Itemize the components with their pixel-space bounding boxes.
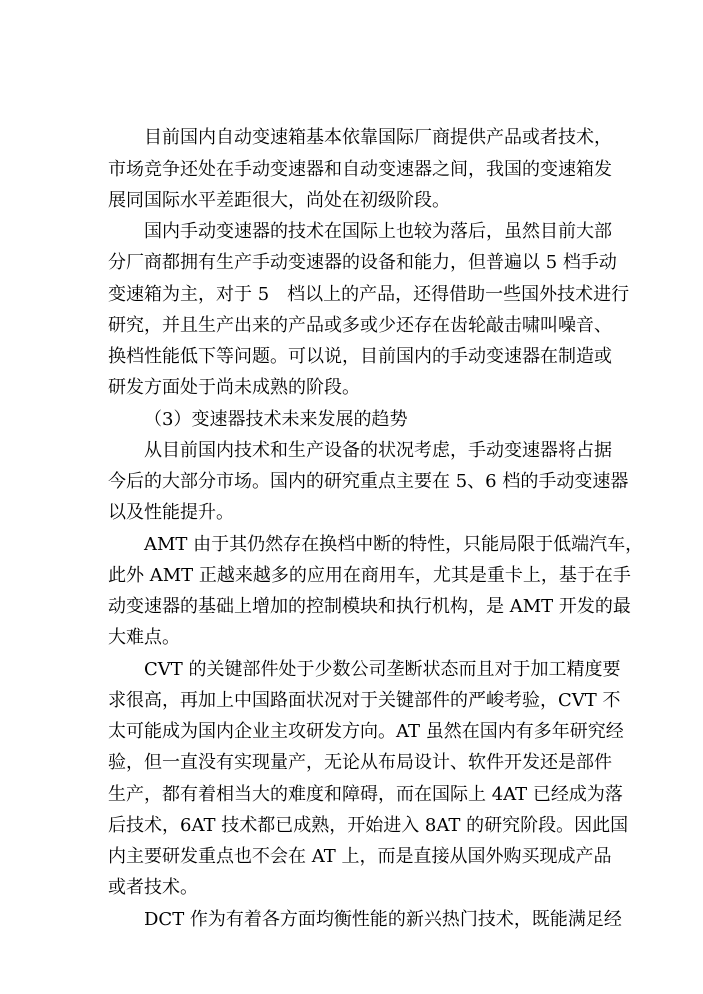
paragraph-5-line-2: 求很高，再加上中国路面状况对于关键部件的严峻考验，CVT 不 [108,690,621,711]
paragraph-1-line-3: 展同国际水平差距很大，尚处在初级阶段。 [108,190,450,211]
paragraph-1-line-2: 市场竞争还处在手动变速器和自动变速器之间，我国的变速箱发 [108,159,612,180]
paragraph-5-line-5: 生产，都有着相当大的难度和障碍，而在国际上 4AT 已经成为落 [108,784,623,805]
paragraph-4-line-1: AMT 由于其仍然存在换档中断的特性，只能局限于低端汽车， [144,534,644,555]
section-heading: （3）变速器技术未来发展的趋势 [144,409,408,430]
paragraph-3-line-2: 今后的大部分市场。国内的研究重点主要在 5、6 档的手动变速器 [108,471,629,492]
paragraph-5-line-8: 或者技术。 [108,877,198,898]
paragraph-5-line-4: 验，但一直没有实现量产，无论从布局设计、软件开发还是部件 [108,752,612,773]
paragraph-2-line-4: 研究，并且生产出来的产品或多或少还存在齿轮敲击啸叫噪音、 [108,315,612,336]
paragraph-2-line-6: 研发方面处于尚未成熟的阶段。 [108,377,360,398]
paragraph-6-line-1: DCT 作为有着各方面均衡性能的新兴热门技术，既能满足经 [144,909,622,930]
paragraph-2-line-5: 换档性能低下等问题。可以说，目前国内的手动变速器在制造或 [108,346,612,367]
paragraph-5-line-7: 内主要研发重点也不会在 AT 上，而是直接从国外购买现成产品 [108,846,612,867]
paragraph-2-line-1: 国内手动变速器的技术在国际上也较为落后，虽然目前大部 [144,221,612,242]
paragraph-2-line-3: 变速箱为主，对于 5 档以上的产品，还得借助一些国外技术进行 [108,284,630,305]
paragraph-4-line-4: 大难点。 [108,627,180,648]
paragraph-3-line-1: 从目前国内技术和生产设备的状况考虑，手动变速器将占据 [144,440,612,461]
paragraph-4-line-3: 动变速器的基础上增加的控制模块和执行机构，是 AMT 开发的最 [108,596,631,617]
paragraph-1-line-1: 目前国内自动变速箱基本依靠国际厂商提供产品或者技术， [144,127,612,148]
paragraph-4-line-2: 此外 AMT 正越来越多的应用在商用车，尤其是重卡上，基于在手 [108,565,631,586]
paragraph-5-line-6: 后技术，6AT 技术都已成熟，开始进入 8AT 的研究阶段。因此国 [108,815,629,836]
paragraph-5-line-3: 太可能成为国内企业主攻研发方向。AT 虽然在国内有多年研究经 [108,721,624,742]
paragraph-3-line-3: 以及性能提升。 [108,502,234,523]
paragraph-5-line-1: CVT 的关键部件处于少数公司垄断状态而且对于加工精度要 [144,659,621,680]
paragraph-2-line-2: 分厂商都拥有生产手动变速器的设备和能力，但普遍以 5 档手动 [108,252,617,273]
